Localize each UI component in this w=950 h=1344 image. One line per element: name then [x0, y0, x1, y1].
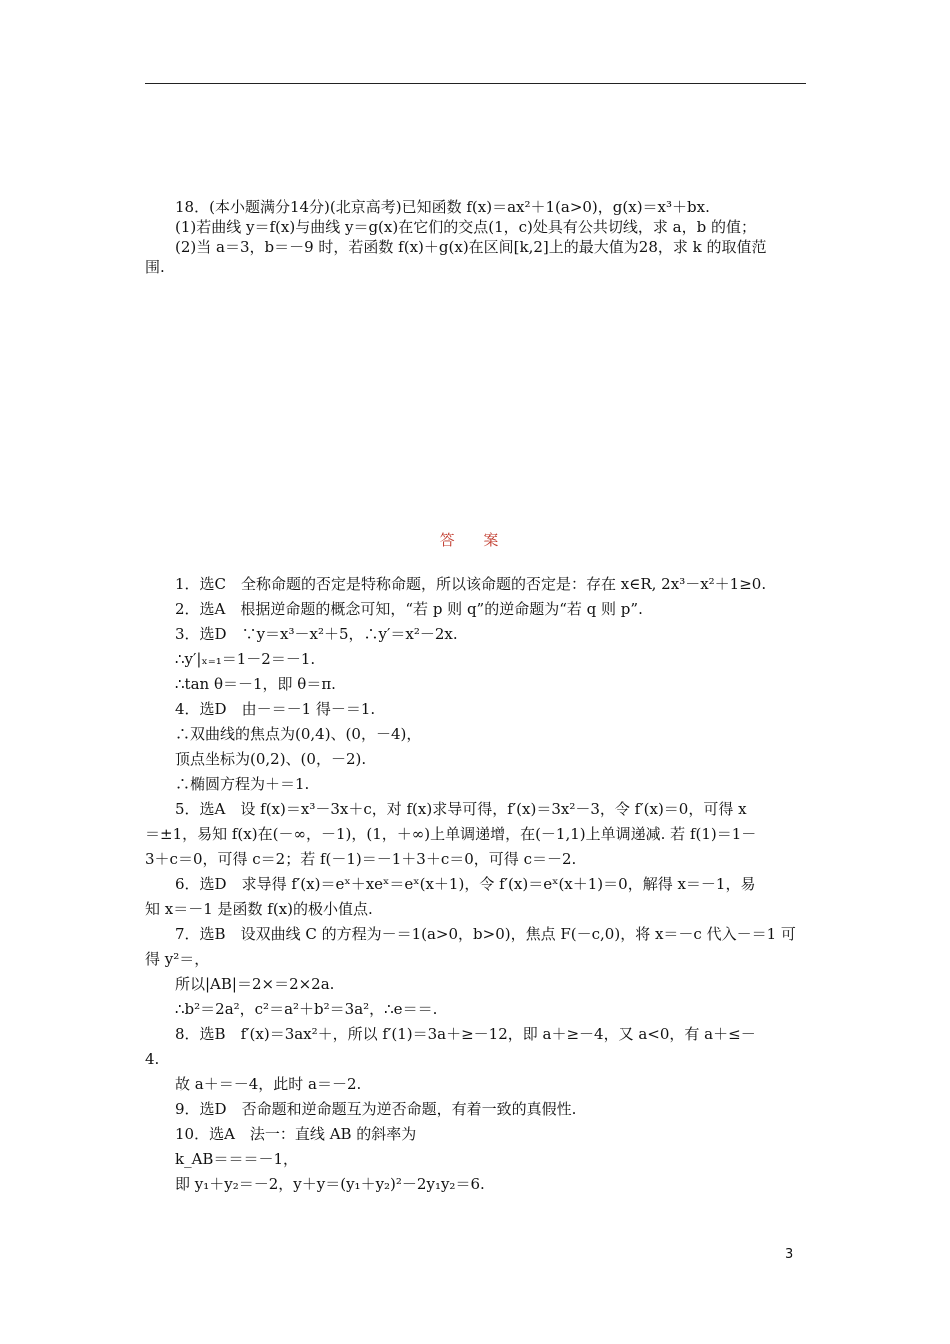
answer-line: ∴双曲线的焦点为(0,4)、(0，－4)， [175, 725, 422, 743]
answer-line: 4. [145, 1050, 160, 1068]
answer-heading: 答 案 [439, 531, 511, 549]
question-18 [145, 197, 807, 277]
answer-line: 6．选D 求导得 f′(x)＝eˣ＋xeˣ＝eˣ(x＋1)，令 f′(x)＝eˣ(x＋1)＝0，解得 x＝－1，易 [175, 875, 756, 893]
answer-line: 2．选A 根据逆命题的概念可知，“若 p 则 q”的逆命题为“若 q 则 p”. [175, 600, 643, 618]
answer-line: ∴椭圆方程为＋＝1. [175, 775, 310, 793]
header-rule [145, 83, 806, 84]
answer-line: 10．选A 法一：直线 AB 的斜率为 [175, 1125, 417, 1143]
answer-line: 5．选A 设 f(x)＝x³－3x＋c，对 f(x)求导可得，f′(x)＝3x²－3，令 f′(x)＝0，可得 x [175, 800, 747, 818]
question-line: (2)当 a＝3，b＝－9 时，若函数 f(x)＋g(x)在区间[k,2]上的最大值为28，求 k 的取值范 [175, 238, 767, 256]
page-number: 3 [785, 1247, 794, 1262]
answer-line: 4．选D 由－＝－1 得－＝1. [175, 700, 376, 718]
answer-line: 9．选D 否命题和逆命题互为逆否命题，有着一致的真假性. [175, 1100, 577, 1118]
question-line: 18．(本小题满分14分)(北京高考)已知函数 f(x)＝ax²＋1(a>0)，g(x)＝x³＋bx. [175, 198, 710, 216]
answer-line: ∴y′|ₓ₌₁＝1－2＝－1. [175, 650, 316, 668]
answer-line: 7．选B 设双曲线 C 的方程为－＝1(a>0，b>0)，焦点 F(－c,0)，将 x＝－c 代入－＝1 可 [175, 925, 796, 943]
answer-line: 3．选D ∵y＝x³－x²＋5，∴y′＝x²－2x. [175, 625, 458, 643]
answer-line: 3＋c＝0，可得 c＝2；若 f(－1)＝－1＋3＋c＝0，可得 c＝－2. [145, 850, 577, 868]
question-line: 围. [145, 258, 165, 276]
answer-line: 顶点坐标为(0,2)、(0，－2). [175, 750, 367, 768]
answer-line: 故 a＋＝－4，此时 a＝－2. [175, 1075, 362, 1093]
question-line: (1)若曲线 y＝f(x)与曲线 y＝g(x)在它们的交点(1，c)处具有公共切线，求 a，b 的值； [175, 218, 756, 236]
answer-line: 所以|AB|＝2×＝2×2a. [175, 975, 335, 993]
answer-line: ∴b²＝2a²，c²＝a²＋b²＝3a²，∴e＝＝. [175, 1000, 438, 1018]
answer-line: k_AB＝＝＝－1， [175, 1150, 298, 1168]
answer-line: 1．选C 全称命题的否定是特称命题，所以该命题的否定是：存在 x∈R, 2x³－x²＋1≥0. [175, 575, 767, 593]
answer-line: 即 y₁＋y₂＝－2，y＋y＝(y₁＋y₂)²－2y₁y₂＝6. [175, 1175, 485, 1193]
answers-section [145, 572, 807, 1197]
answer-line: 8．选B f′(x)＝3ax²＋，所以 f′(1)＝3a＋≥－12，即 a＋≥－4，又 a<0，有 a＋≤－ [175, 1025, 756, 1043]
answer-line: ∴tan θ＝－1，即 θ＝π. [175, 675, 336, 693]
answer-line: 知 x＝－1 是函数 f(x)的极小值点. [145, 900, 373, 918]
answer-line: ＝±1，易知 f(x)在(－∞，－1)，(1，＋∞)上单调递增，在(－1,1)上单调递减. 若 f(1)＝1－ [145, 825, 757, 843]
answer-line: 得 y²＝， [145, 950, 210, 968]
